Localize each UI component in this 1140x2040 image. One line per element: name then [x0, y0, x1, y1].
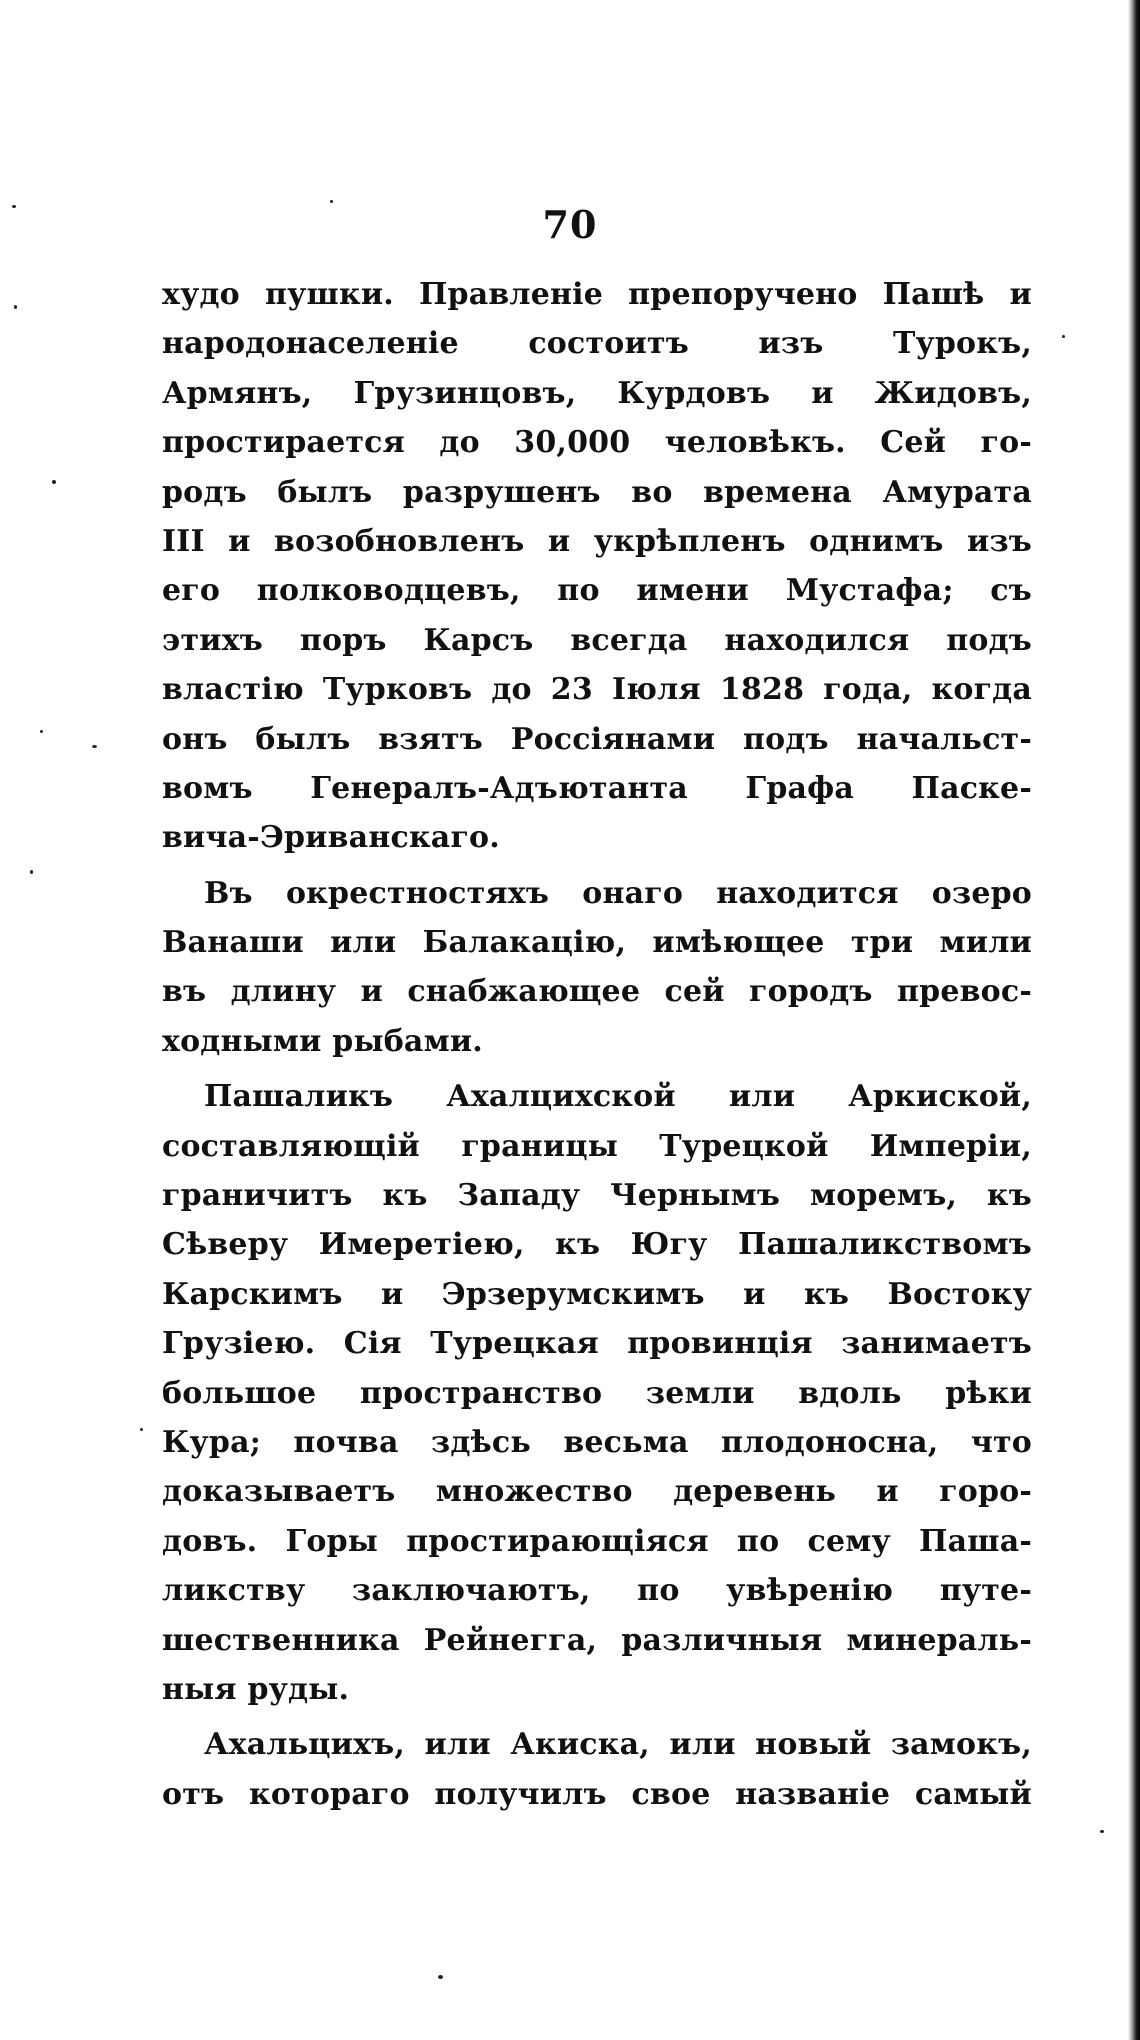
text-line: составляющій границы Турецкой Имперіи,	[162, 1128, 1032, 1164]
text-line: доказываетъ множество деревень и горо-	[162, 1474, 1032, 1510]
binding-edge	[1128, 0, 1140, 2040]
paragraph-2	[162, 869, 1032, 1067]
text-line: Въ окрестностяхъ онаго находится озеро	[204, 875, 1032, 911]
text-line: простирается до 30,000 человѣкъ. Сей го-	[162, 425, 1032, 461]
dust-speck	[1100, 1830, 1104, 1833]
text-line: этихъ поръ Карсъ всегда находился подъ	[162, 622, 1032, 658]
text-line: Армянъ, Грузинцовъ, Курдовъ и Жидовъ,	[162, 375, 1032, 411]
dust-speck	[12, 205, 16, 208]
paragraph-3	[162, 1072, 1032, 1714]
text-line: Ахальцихъ, или Акиска, или новый замокъ,	[204, 1727, 1032, 1763]
text-line: Ванаши или Балакацію, имѣющее три мили	[162, 925, 1032, 961]
text-line: вомъ Генералъ-Адъютанта Графа Паске-	[162, 770, 1032, 806]
text-line: худо пушки. Правленіе препоручено Пашѣ и	[162, 277, 1032, 312]
text-line: Грузіею. Сія Турецкая провинція занимаетъ	[162, 1326, 1032, 1362]
text-line: Пашаликъ Ахалцихской или Аркиской,	[204, 1079, 1032, 1115]
text-line: Карскимъ и Эрзерумскимъ и къ Востоку	[162, 1276, 1032, 1312]
paragraph-1	[162, 270, 1032, 863]
text-line: ходными рыбами.	[162, 1023, 483, 1059]
text-line: вича-Эриванскаго.	[162, 820, 500, 856]
text-line: Кура; почва здѣсь весьма плодоносна, что	[162, 1424, 1032, 1460]
dust-speck	[52, 480, 56, 484]
text-line: шественника Рейнегга, различныя минераль-	[162, 1622, 1032, 1658]
text-line: ныя руды.	[162, 1671, 350, 1707]
dust-speck	[1062, 335, 1065, 338]
paragraph-4	[162, 1720, 1032, 1819]
text-line: Сѣверу Имеретіею, къ Югу Пашаликствомъ	[162, 1227, 1032, 1263]
text-line: его полководцевъ, по имени Мустафа; съ	[162, 573, 1032, 609]
dust-speck	[14, 305, 17, 309]
body-text	[162, 270, 1032, 1825]
dust-speck	[30, 870, 33, 874]
dust-speck	[40, 730, 43, 733]
text-line: ликству заключаютъ, по увѣренію путе-	[162, 1573, 1032, 1609]
text-line: народонаселеніе состоитъ изъ Турокъ,	[162, 326, 1032, 362]
text-line: довъ. Горы простирающіяся по сему Паша-	[162, 1523, 1032, 1559]
text-line: родъ былъ разрушенъ во времена Амурата	[162, 474, 1032, 510]
text-line: въ длину и снабжающее сей городъ превос-	[162, 974, 1032, 1010]
text-line: III и возобновленъ и укрѣпленъ однимъ изъ	[162, 523, 1032, 559]
dust-speck	[92, 745, 97, 748]
text-line: граничитъ къ Западу Чернымъ моремъ, къ	[162, 1178, 1032, 1214]
text-line: онъ былъ взятъ Россіянами подъ начальст-	[162, 721, 1032, 757]
text-line: отъ котораго получилъ свое названіе самый	[162, 1776, 1032, 1812]
text-line: большое пространство земли вдоль рѣки	[162, 1375, 1032, 1411]
dust-speck	[438, 1975, 443, 1979]
dust-speck	[140, 1428, 143, 1431]
dust-speck	[330, 200, 333, 203]
page-number: 70	[542, 202, 598, 247]
text-line: властію Турковъ до 23 Іюля 1828 года, когда	[162, 672, 1032, 708]
